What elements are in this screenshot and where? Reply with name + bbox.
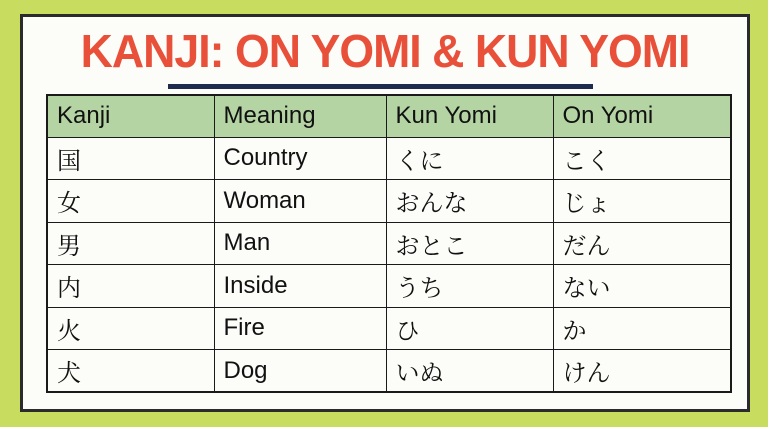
cell-kun-yomi: うち [386, 265, 553, 308]
cell-on-yomi: じょ [553, 180, 731, 223]
cell-on-yomi: だん [553, 222, 731, 265]
header-cell-meaning: Meaning [214, 95, 386, 138]
cell-on-yomi: けん [553, 350, 731, 393]
page-title: KANJI: ON YOMI & KUN YOMI [80, 25, 690, 77]
cell-kanji: 犬 [47, 350, 214, 393]
cell-kun-yomi: ひ [386, 307, 553, 350]
header-cell-on-yomi: On Yomi [553, 95, 731, 138]
cell-meaning: Dog [214, 350, 386, 393]
table-row [47, 222, 731, 265]
cell-meaning: Country [214, 137, 386, 180]
table-row [47, 180, 731, 223]
slide-card [20, 14, 750, 412]
cell-kanji: 火 [47, 307, 214, 350]
cell-on-yomi: こく [553, 137, 731, 180]
cell-on-yomi: ない [553, 265, 731, 308]
table-header-row [47, 95, 731, 138]
cell-on-yomi: か [553, 307, 731, 350]
cell-kun-yomi: おんな [386, 180, 553, 223]
cell-meaning: Woman [214, 180, 386, 223]
kanji-table [46, 94, 732, 394]
cell-meaning: Fire [214, 307, 386, 350]
cell-meaning: Man [214, 222, 386, 265]
table-row [47, 350, 731, 393]
header-cell-kanji: Kanji [47, 95, 214, 138]
cell-kanji: 女 [47, 180, 214, 223]
header-cell-kun-yomi: Kun Yomi [386, 95, 553, 138]
cell-kun-yomi: おとこ [386, 222, 553, 265]
cell-kanji: 内 [47, 265, 214, 308]
title-underline [168, 84, 593, 89]
cell-kanji: 男 [47, 222, 214, 265]
cell-meaning: Inside [214, 265, 386, 308]
cell-kun-yomi: いぬ [386, 350, 553, 393]
cell-kun-yomi: くに [386, 137, 553, 180]
table-row [47, 265, 731, 308]
table-row [47, 307, 731, 350]
table-row [47, 137, 731, 180]
cell-kanji: 国 [47, 137, 214, 180]
